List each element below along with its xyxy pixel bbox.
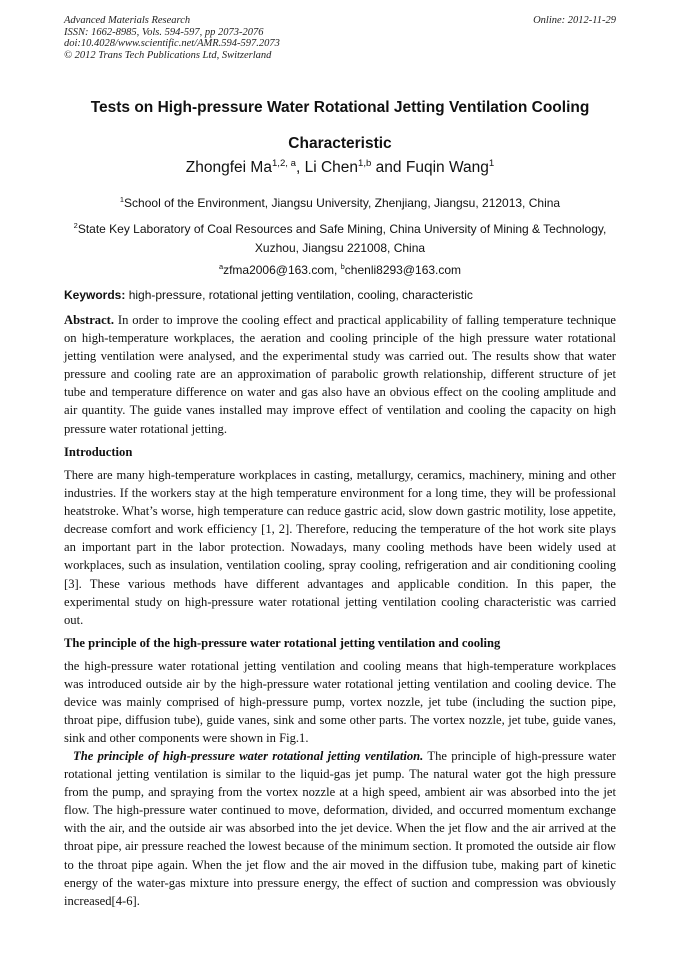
author-emails [64,262,616,279]
affiliation-number: 1 [119,195,125,204]
author-separator: , [295,159,305,176]
email-mark: b [340,262,345,271]
email-address: chenli8293@163.com [344,263,462,277]
copyright-line: © 2012 Trans Tech Publications Ltd, Switzerland [64,49,272,61]
title-line-2: Characteristic [288,135,392,152]
principle-paragraph-2 [64,747,616,910]
journal-name: Advanced Materials Research [64,15,191,26]
principle-paragraph-1: the high-pressure water rotational jetting ventilation and cooling means that high-temperature workplaces was introduced outside air by the high-pressure water rotational jetting ventilation and cooling device. The device was mainly comprised of high-pressure pump, vortex nozzle, jet tube (including the suction pipe, throat pipe, diffusion tube), guide vanes, sink and some other parts. The vortex nozzle, jet tube, guide vanes, sink and other components were shown in Fig.1. [64,659,616,746]
author-name: Li Chen [304,159,359,176]
keywords [64,287,616,304]
affiliation-1 [64,194,616,213]
author-name: Fuqin Wang [405,159,489,176]
abstract-label: Abstract. [64,313,115,327]
paragraph-text: The principle of high-pressure water rotational jetting ventilation is similar to the liquid-gas jet pump. The natural water got the high pressure from the pump, and spraying from the vortex nozzle at a high speed, ambient air was absorbed into the jet flow. The high-pressure water continued to move, deformation, divided, and occurred momentum exchange with the air, and the outside air was absorbed into the jet device. When the jet flow and the air arrived at the throat pipe, air pressure reached the lowest because of the minimum section. It promoted the outside air flow to the throat pipe again. When the jet flow and the air moved in the diffusion tube, making part of kinetic energy of the water-gas mixture into pressure energy, the effect of suction and compression was obviously increased[4-6]. [64,749,616,908]
keywords-label: Keywords: [64,288,126,302]
journal-header [64,15,616,61]
paragraph-lead-heading: The principle of high-pressure water rotational jetting ventilation. [73,749,424,763]
abstract-text: In order to improve the cooling effect and practical applicability of falling temperature technique on high-temperature workplaces, the aeration and cooling principle of the high pressure water rotational jetting ventilation were analysed, and the experimental study was carried out. The results show that water pressure and cooling rate are an approximation of parabolic growth relationship, different structure of jet tube and temperature difference on water and gas also have an obvious effect on the cooling amplitude and air quantity. The guide vanes installed may improve effect of ventilation and cooling the capacity on high pressure water rotational jetting. [64,313,616,436]
section-heading-principle: The principle of the high-pressure water rotational jetting ventilation and cooling [64,636,501,650]
author-affiliation-mark: 1 [488,157,495,169]
paper-title [64,90,616,162]
abstract [64,311,616,438]
affiliation-2 [64,220,616,258]
introduction-paragraph: There are many high-temperature workplaces in casting, metallurgy, ceramics, machinery, mining and other industries. If the workers stay at the high temperature environment for a long time, they will be professional heatstroke. What’s worse, high temperature can reduce gastric acid, slow down gastric motility, lose appetite, decrease comfort and work efficiency [1, 2]. Therefore, reducing the temperature of the hot work site plays an important part in the labor protection. Nowadays, many cooling methods have been widely used at workplaces, such as insulation, ventilation cooling, spray cooling, refrigeration and air conditioning cooling [3]. These various methods have different advantages and applicable condition. In this paper, the experimental study on high-pressure water rotational jetting ventilation cooling characteristic was carried out. [64,468,616,627]
email-address: zfma2006@163.com, [223,263,341,277]
affiliation-text: School of the Environment, Jiangsu University, Zhenjiang, Jiangsu, 212013, China [124,196,561,210]
email-mark: a [218,262,224,271]
issn-line: ISSN: 1662-8985, Vols. 594-597, pp 2073-2076 [64,26,264,38]
title-line-1: Tests on High-pressure Water Rotational Jetting Ventilation Cooling [90,99,590,116]
online-date: Online: 2012-11-29 [533,15,616,26]
author-separator: and [371,159,406,176]
author-affiliation-mark: 1,b [358,157,372,169]
author-list [64,158,616,178]
section-heading-introduction: Introduction [64,445,133,459]
affiliation-text: State Key Laboratory of Coal Resources and Safe Mining, China University of Mining & Technology, Xuzhou, Jiangsu 221008, China [77,222,607,255]
author-affiliation-mark: 1,2, a [271,157,296,169]
keywords-text: high-pressure, rotational jetting ventilation, cooling, characteristic [125,288,473,302]
author-name: Zhongfei Ma [185,159,272,176]
doi-line: doi:10.4028/www.scientific.net/AMR.594-597.2073 [64,38,280,50]
affiliation-number: 2 [73,221,78,230]
